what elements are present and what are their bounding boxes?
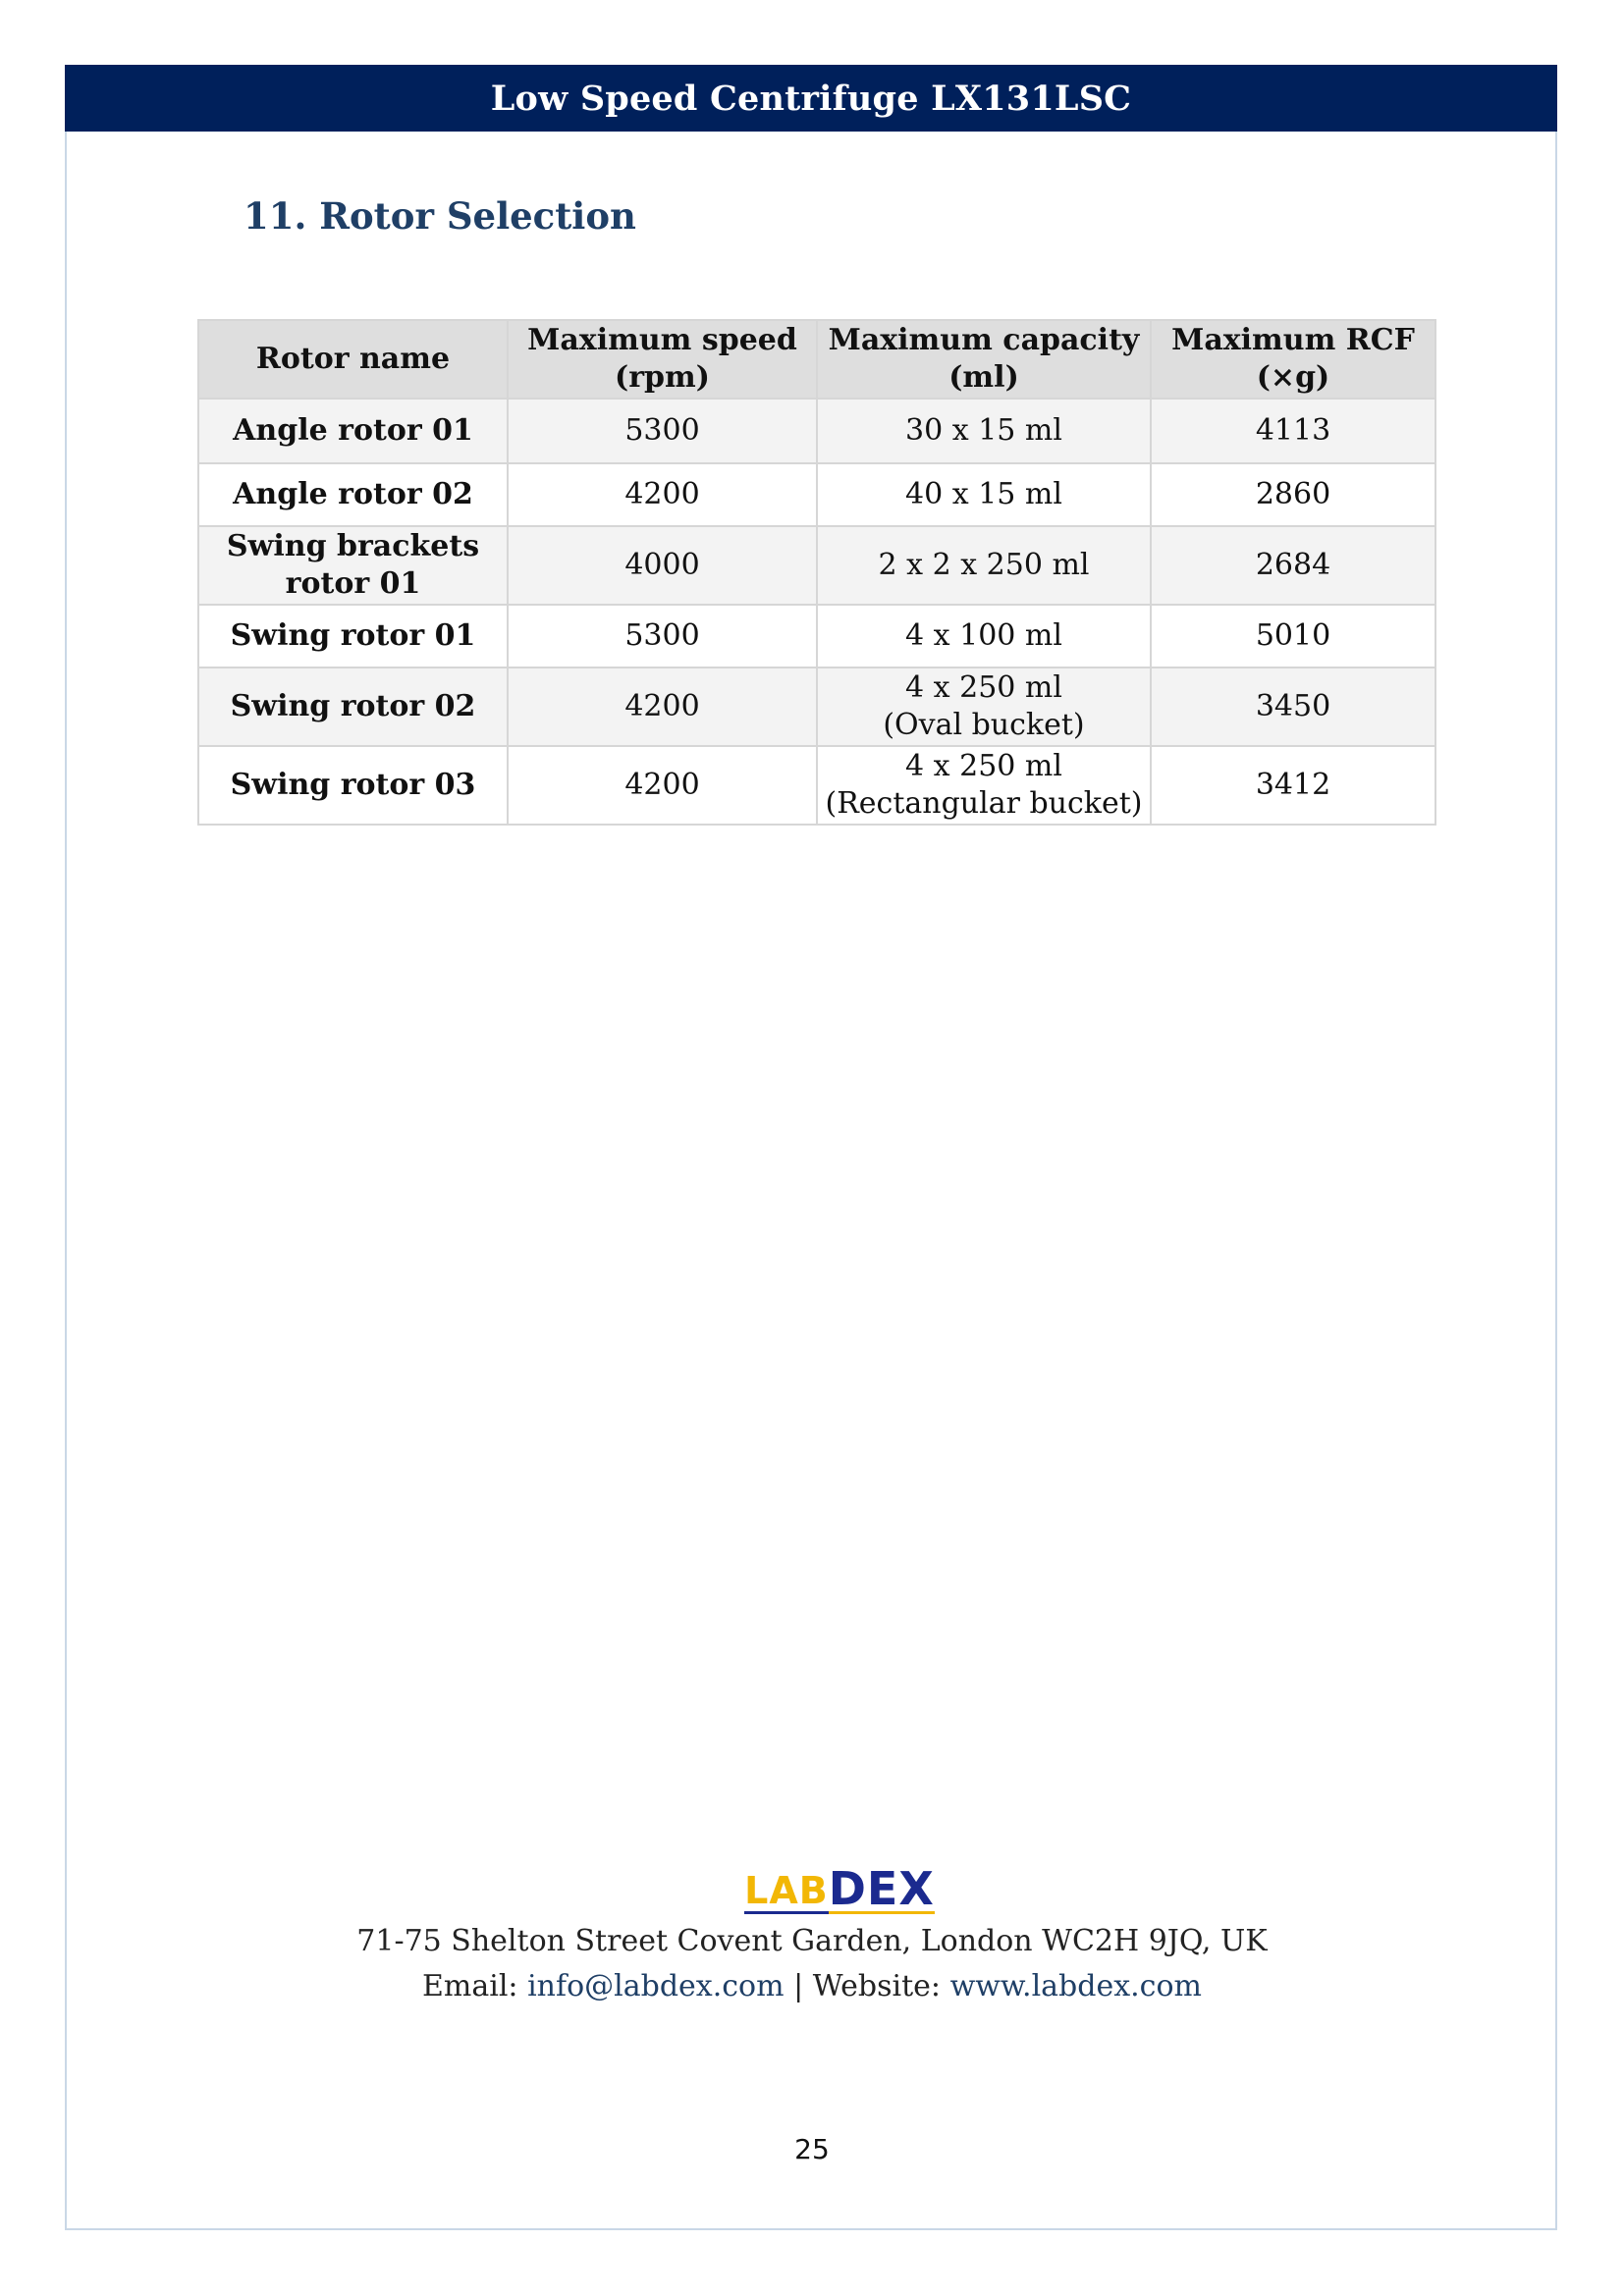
max-rcf-cell: 5010 [1151,605,1435,667]
max-rcf-cell: 4113 [1151,399,1435,463]
max-speed-cell: 4200 [508,746,817,825]
table-row [198,667,1435,746]
max-rcf-cell: 3450 [1151,667,1435,746]
column-header-rotor-name: Rotor name [198,320,508,399]
table-row [198,605,1435,667]
website-link[interactable]: www.labdex.com [949,1969,1202,2003]
table-row [198,746,1435,825]
max-capacity-cell: 2 x 2 x 250 ml [817,526,1151,605]
document-title: Low Speed Centrifuge LX131LSC [490,78,1132,119]
max-speed-cell: 4200 [508,463,817,526]
rotor-name-cell: Swing rotor 01 [198,605,508,667]
table-row [198,399,1435,463]
document-header [65,65,1557,132]
table-header-row [198,320,1435,399]
max-speed-cell: 4000 [508,526,817,605]
email-label: Email: [422,1969,528,2003]
table-row [198,463,1435,526]
logo-dex-text: DEX [828,1862,935,1915]
max-capacity-cell: 30 x 15 ml [817,399,1151,463]
email-link[interactable]: info@labdex.com [527,1969,785,2003]
max-rcf-cell: 2684 [1151,526,1435,605]
max-rcf-cell: 3412 [1151,746,1435,825]
logo-lab-text: LAB [744,1869,829,1912]
max-capacity-cell: 4 x 250 ml (Oval bucket) [817,667,1151,746]
column-header-max-capacity: Maximum capacity (ml) [817,320,1151,399]
section-heading: 11. Rotor Selection [244,194,636,238]
website-label: | Website: [784,1969,950,2003]
max-capacity-cell: 4 x 250 ml (Rectangular bucket) [817,746,1151,825]
rotor-name-cell: Angle rotor 01 [198,399,508,463]
rotor-name-cell: Swing rotor 03 [198,746,508,825]
rotor-name-cell: Swing rotor 02 [198,667,508,746]
labdex-logo [741,1862,938,1915]
max-speed-cell: 5300 [508,399,817,463]
rotor-name-cell: Swing brackets rotor 01 [198,526,508,605]
max-speed-cell: 5300 [508,605,817,667]
column-header-max-speed: Maximum speed (rpm) [508,320,817,399]
rotor-selection-table [197,319,1436,826]
max-rcf-cell: 2860 [1151,463,1435,526]
footer-address: 71-75 Shelton Street Covent Garden, London WC2H 9JQ, UK [356,1924,1268,1958]
max-capacity-cell: 4 x 100 ml [817,605,1151,667]
rotor-name-cell: Angle rotor 02 [198,463,508,526]
max-capacity-cell: 40 x 15 ml [817,463,1151,526]
footer-contact [0,1969,1624,2003]
max-speed-cell: 4200 [508,667,817,746]
page-number: 25 [794,2133,830,2165]
column-header-max-rcf: Maximum RCF (×g) [1151,320,1435,399]
table-row [198,526,1435,605]
